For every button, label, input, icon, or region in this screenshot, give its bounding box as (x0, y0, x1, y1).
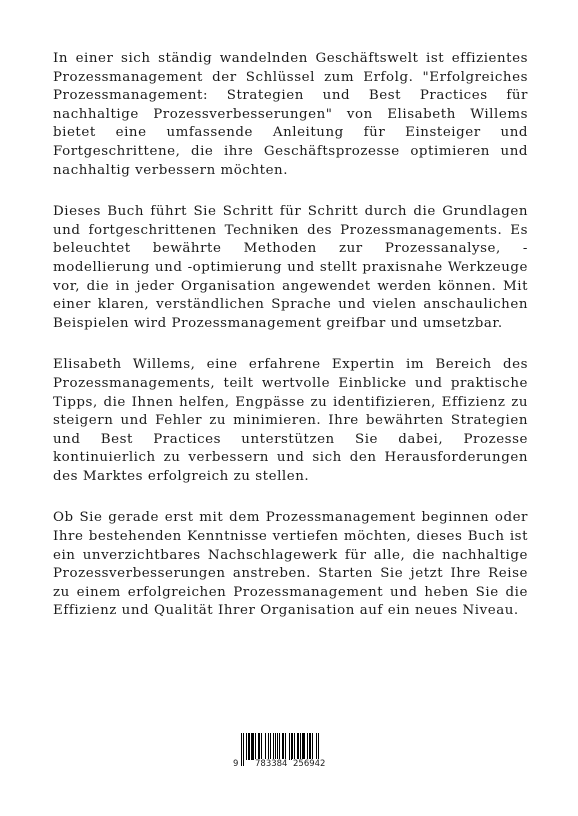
barcode-bar (300, 733, 301, 760)
book-description (53, 50, 528, 644)
barcode-bar (285, 733, 286, 760)
barcode-bar (248, 733, 250, 760)
isbn-barcode (230, 732, 342, 772)
barcode-bar (275, 733, 276, 760)
barcode-bar (316, 733, 317, 760)
barcode-bar (302, 733, 305, 760)
description-paragraph-3: Elisabeth Willems, eine erfahrene Expertin im Bereich des Prozessmanagements, teilt wertvolle Einblicke und praktische Tipps, die Ihnen helfen, Engpässe zu identifizieren, Effizienz zu steigern und Fehler zu minimieren. Ihre bewährten Strategien und Best Practices unterstützen Sie dabei, Prozesse kontinuierlich zu verbessern und sich den Herausforderungen des Marktes erfolgreich zu stellen. (53, 357, 528, 484)
barcode-bar (282, 733, 284, 760)
barcode-bar (307, 733, 308, 760)
barcode-bar (309, 733, 311, 760)
barcode-bar (261, 733, 262, 760)
isbn-digits-left: 783384 (255, 759, 288, 769)
description-paragraph-4: Ob Sie gerade erst mit dem Prozessmanagement beginnen oder Ihre bestehenden Kenntnisse vertiefen möchten, dieses Buch ist ein unverzichtbares Nachschlagewerk für alle, die nachhaltige Prozessverbesserungen anstreben. Starten Sie jetzt Ihre Reise zu einem erfolgreichen Prozessmanagement und heben Sie die Effizienz und Qualität Ihrer Organisation auf ein neues Niveau. (53, 510, 528, 619)
barcode-bar (294, 733, 295, 760)
barcode-bar (273, 733, 274, 760)
barcode-bar (291, 733, 293, 760)
isbn-digit-first: 9 (233, 759, 239, 769)
barcode-bar (297, 733, 299, 760)
barcode-bar (265, 733, 266, 760)
barcode-bar (268, 733, 269, 760)
description-paragraph-2: Dieses Buch führt Sie Schritt für Schritt durch die Grundlagen und fortgeschrittenen Techniken des Prozessmanagements. Es beleuchtet bewährte Methoden zur Prozessanalyse, -modellierung und -optimierung und stellt praxisnahe Werkzeuge vor, die in jeder Organisation angewendet werden können. Mit einer klaren, verständlichen Sprache und vielen anschaulichen Beispielen wird Prozessmanagement greifbar und umsetzbar. (53, 204, 528, 331)
barcode-bar (289, 733, 290, 760)
barcode-bar (255, 733, 256, 760)
barcode-bar (312, 733, 313, 760)
isbn-digits (230, 759, 342, 771)
barcode-bar (246, 733, 247, 760)
barcode-bar (270, 733, 271, 760)
isbn-digits-right: 256942 (293, 759, 326, 769)
barcode-bar (251, 733, 254, 760)
description-paragraph-1: In einer sich ständig wandelnden Geschäftswelt ist effizientes Prozessmanagement der Schlüssel zum Erfolg. "Erfolgreiches Prozessmanagement: Strategien und Best Practices für nachhaltige Prozessverbesserungen" von Elisabeth Willems bietet eine umfassende Anleitung für Einsteiger und Fortgeschrittene, die ihre Geschäftsprozesse optimieren und nachhaltig verbessern möchten. (53, 51, 528, 178)
barcode-bar (258, 733, 260, 760)
